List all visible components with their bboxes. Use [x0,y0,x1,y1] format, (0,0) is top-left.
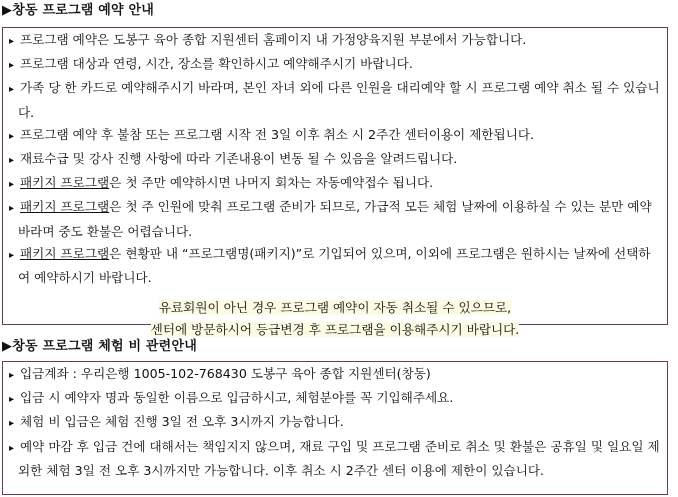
membership-notice [9,297,661,341]
section-title-fee: ▶창동 프로그램 체험 비 관련안내 [2,339,197,354]
list-item: ▸ 가족 당 한 카드로 예약해주시기 바라며, 본인 자녀 외에 다른 인원을 대리예약 할 시 프로그램 예약 취소 될 수 있습니다. [9,77,661,123]
list-item: ▸ 패키지 프로그램은 첫 주 인원에 맞춰 프로그램 준비가 되므로, 가급적 모든 체험 날짜에 이용하실 수 있는 분만 예약 바라며 중도 환불은 어렵습니다. [9,196,661,242]
reservation-info-box [2,27,668,338]
list-item: ▸ 입금 시 예약자 명과 동일한 이름으로 입금하시고, 체험분야를 꼭 기입해주세요. [9,387,661,411]
section-title-reservation: ▶창동 프로그램 예약 안내 [2,3,154,18]
fee-info-box [2,361,668,495]
list-item: ▸ 재료수급 및 강사 진행 사항에 따라 기존내용이 변동 될 수 있음을 알려드립니다. [9,148,661,172]
package-label: 패키지 프로그램 [20,245,110,261]
list-item: ▸ 프로그램 대상과 연령, 시간, 장소를 확인하시고 예약해주시기 바랍니다. [9,53,661,77]
list-item: ▸ 패키지 프로그램은 첫 주만 예약하시면 나머지 회차는 자동예약접수 됩니다. [9,172,661,196]
notice-line-1: 유료회원이 아닌 경우 프로그램 예약이 자동 취소될 수 있으므로, [158,300,512,316]
package-label: 패키지 프로그램 [20,199,110,215]
list-item: ▸ 패키지 프로그램은 현황판 내 “프로그램명(패키지)”로 기입되어 있으며, 이외에 프로그램은 원하시는 날짜에 선택하여 예약하시기 바랍니다. [9,243,661,289]
notice-line-2: 센터에 방문하시어 등급변경 후 프로그램을 이용해주시기 바랍니다. [150,322,520,338]
list-item: ▸ 입금계좌 : 우리은행 1005-102-768430 도봉구 육아 종합 지원센터(창동) [9,363,661,387]
list-item: ▸ 체험 비 입금은 체험 진행 3일 전 오후 3시까지 가능합니다. [9,411,661,435]
list-item: ▸ 프로그램 예약은 도봉구 육아 종합 지원센터 홈페이지 내 가정양육지원 부분에서 가능합니다. [9,29,661,53]
package-label: 패키지 프로그램 [20,175,110,191]
list-item: ▸ 프로그램 예약 후 불참 또는 프로그램 시작 전 3일 이후 취소 시 2주간 센터이용이 제한됩니다. [9,124,661,148]
list-item: ▸ 예약 마감 후 입금 건에 대해서는 책임지지 않으며, 재료 구입 및 프로그램 준비로 취소 및 환불은 공휴일 및 일요일 제외한 체험 3일 전 오후 3시까지만 가능합니다. 이후 취소 시 2주간 센터 이용에 제한이 있습니다. [9,436,661,482]
